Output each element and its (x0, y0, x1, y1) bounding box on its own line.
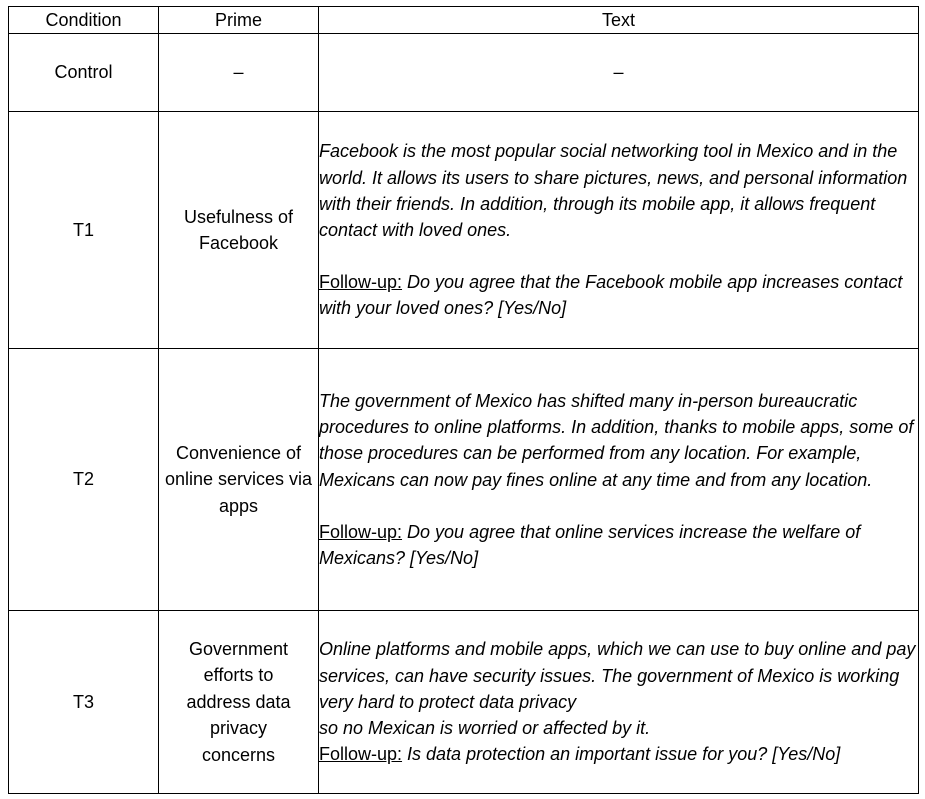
prime-text: Online platforms and mobile apps, which we can use to buy online and pay services, can have security issues. The government of Mexico is working very hard to protect data privacy (319, 639, 916, 712)
table-row-t1 (9, 112, 919, 349)
conditions-table (8, 6, 919, 794)
prime-text-line2: so no Mexican is worried or affected by it. (319, 718, 651, 739)
condition-cell: T1 (9, 112, 159, 349)
text-cell (319, 112, 919, 349)
followup-question: Do you agree that the Facebook mobile app increases contact with your loved ones? [Yes/No] (319, 272, 903, 319)
header-condition: Condition (9, 7, 159, 34)
condition-cell: T3 (9, 611, 159, 794)
followup-question: Is data protection an important issue for you? [Yes/No] (402, 744, 841, 765)
condition-cell: Control (9, 34, 159, 112)
condition-cell: T2 (9, 349, 159, 611)
prime-text: Facebook is the most popular social networking tool in Mexico and in the world. It allows its users to share pictures, news, and personal information with their friends. In addition, through its mobile app, it allows frequent contact with loved ones. (319, 141, 908, 240)
table-row-t3 (9, 611, 919, 794)
text-cell (319, 349, 919, 611)
text-cell (319, 611, 919, 794)
followup-label: Follow-up: (319, 272, 403, 293)
header-prime: Prime (159, 7, 319, 34)
followup (319, 741, 918, 767)
followup-question: Do you agree that online services increase the welfare of Mexicans? [Yes/No] (319, 521, 861, 568)
followup-label: Follow-up: (319, 744, 403, 765)
table-row-t2 (9, 349, 919, 611)
header-text: Text (319, 7, 919, 34)
followup (319, 519, 918, 571)
text-cell: – (319, 34, 919, 112)
table-row-control (9, 34, 919, 112)
prime-cell: Convenience of online services via apps (159, 349, 319, 611)
prime-cell: Government efforts to address data privacy concerns (159, 611, 319, 794)
prime-text: The government of Mexico has shifted many in-person bureaucratic procedures to online platforms. In addition, thanks to mobile apps, some of those procedures can be performed from any location. For example, Mexicans can now pay fines online at any time and from any location. (319, 390, 914, 490)
followup (319, 269, 918, 321)
followup-label: Follow-up: (319, 521, 403, 542)
prime-cell: Usefulness of Facebook (159, 112, 319, 349)
table-header-row (9, 7, 919, 34)
prime-cell: – (159, 34, 319, 112)
